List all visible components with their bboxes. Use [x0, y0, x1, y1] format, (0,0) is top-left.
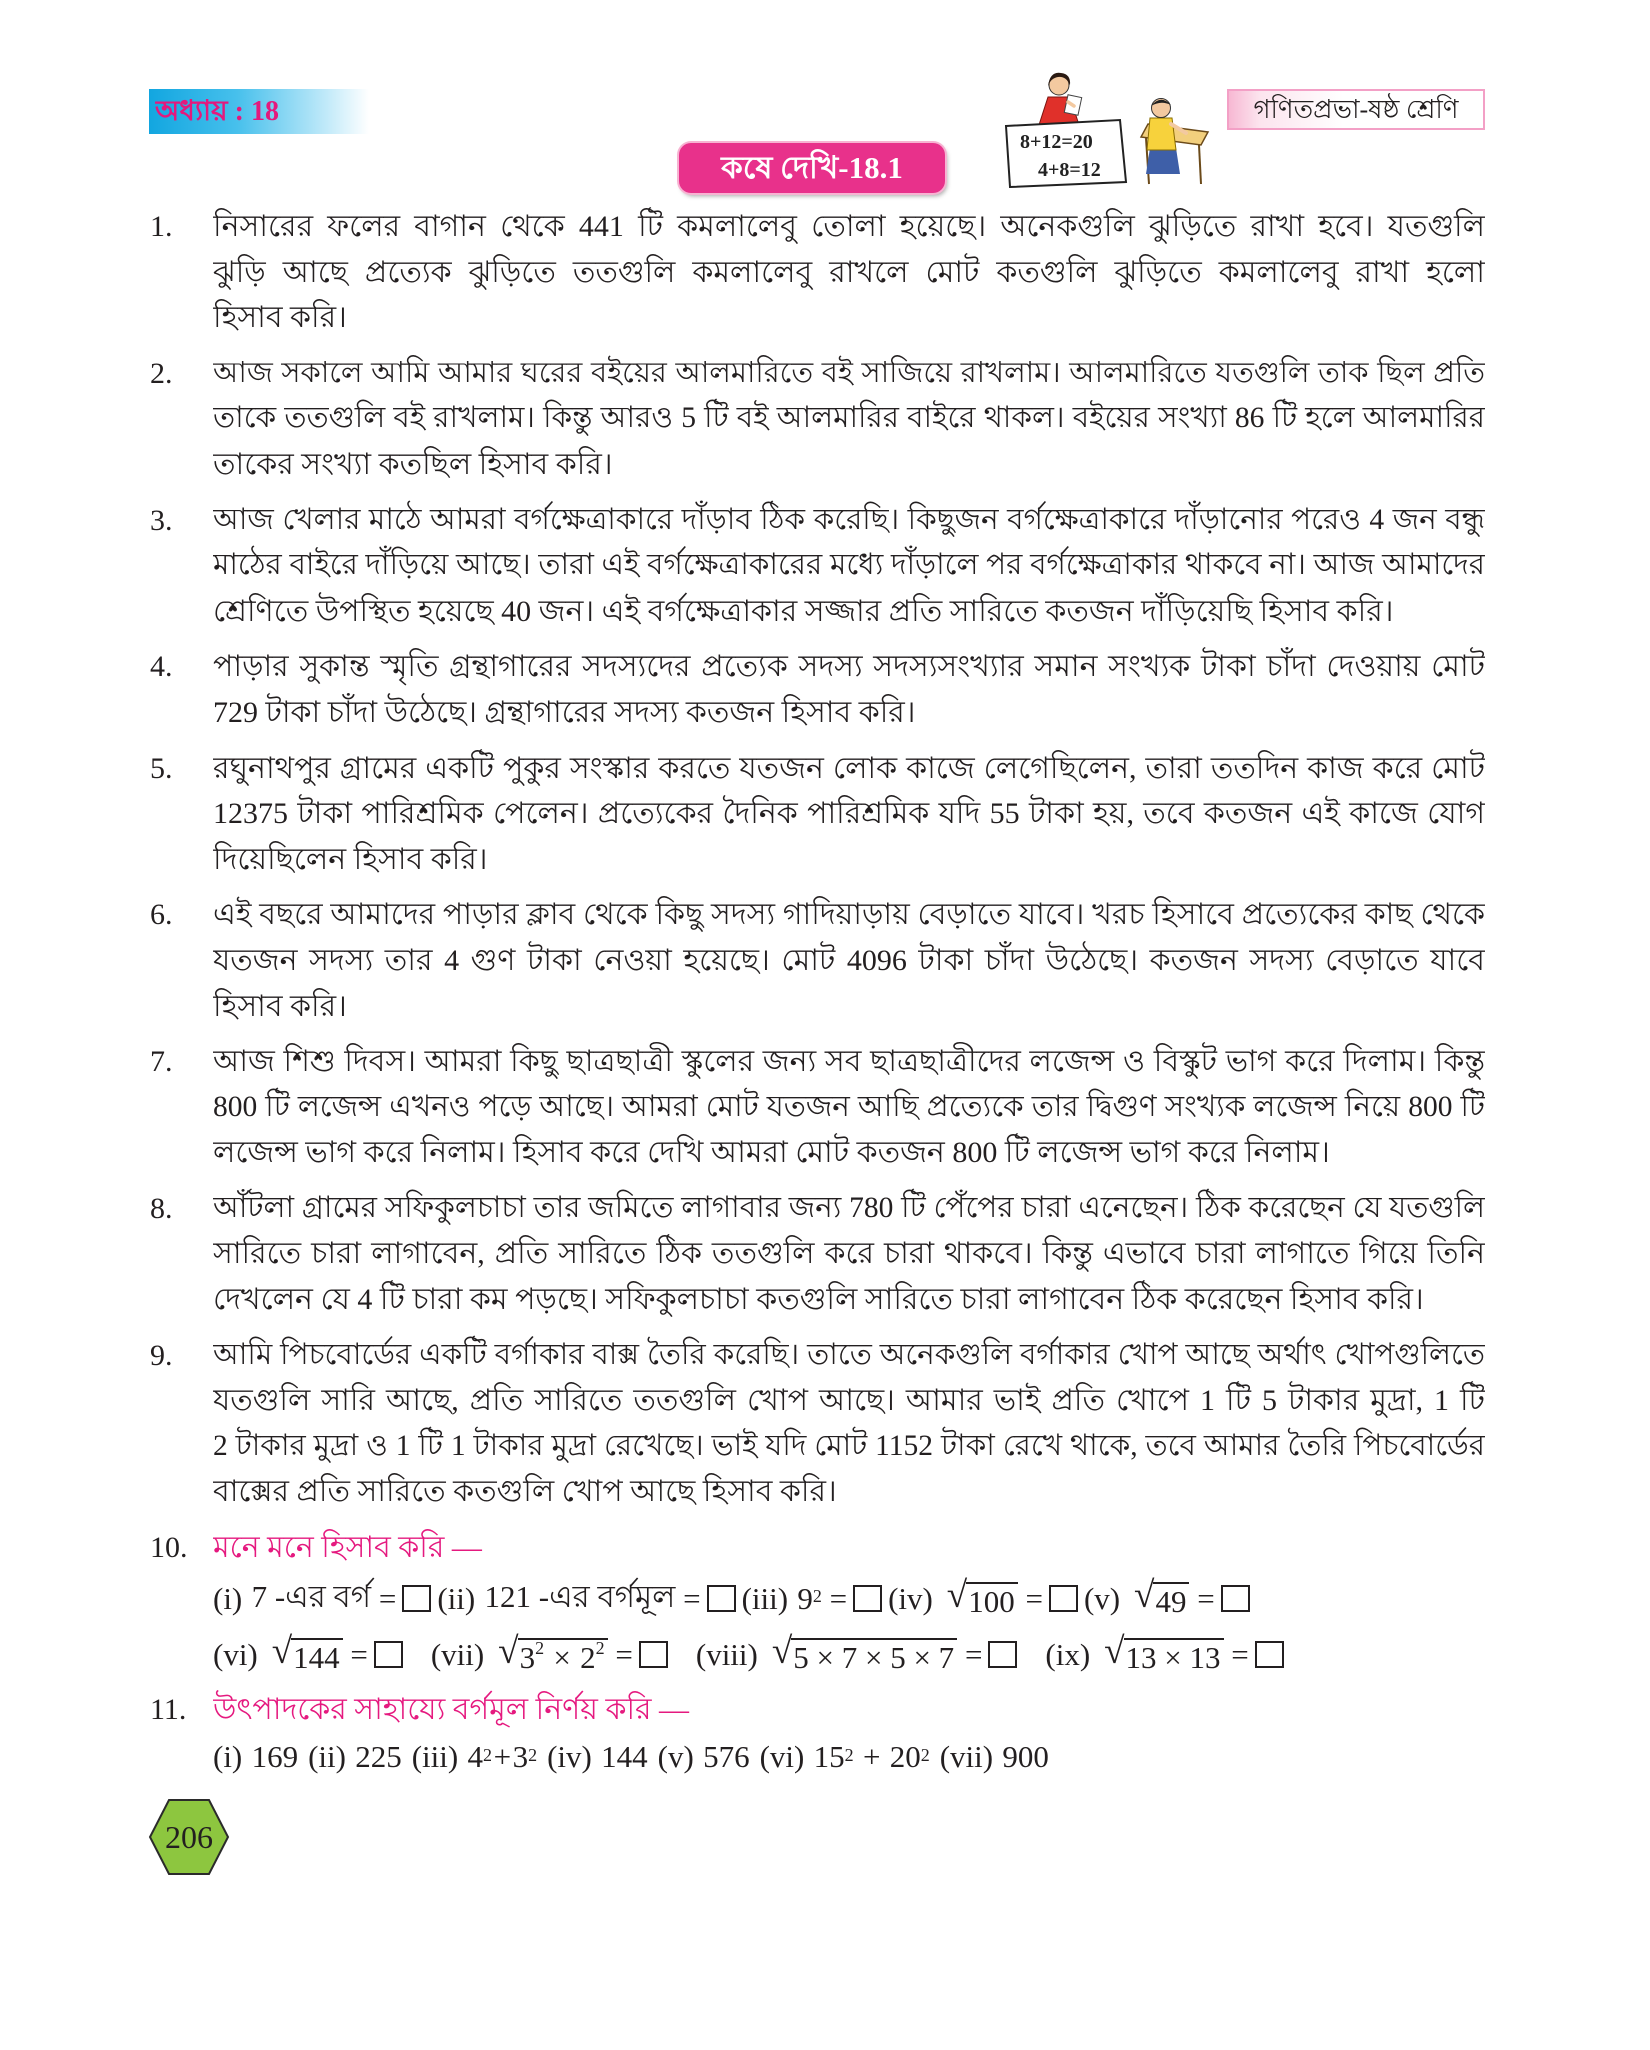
question-line: রঘুনাথপুর গ্রামের একটি পুকুর সংস্কার করতে যতজন লোক কাজে লেগেছিলেন, তারা ততদিন কাজ করে মোট: [213, 751, 1485, 785]
power-exponent: 2: [535, 1637, 545, 1658]
equals-sign: =: [964, 1636, 983, 1672]
question-11: [150, 1687, 1485, 1783]
part-i: [213, 1573, 431, 1625]
question-line: যতগুলি সারি আছে, প্রতি সারিতে ততগুলি খোপ আছে। আমার ভাই প্রতি খোপে 1 টি 5 টাকার মুদ্রা, 1 টি: [213, 1384, 1485, 1418]
question-5: [150, 746, 1485, 883]
part-label: (viii): [695, 1636, 758, 1672]
question-heading: উৎপাদকের সাহায্যে বর্গমূল নির্ণয় করি —: [213, 1692, 690, 1726]
part-vii: [940, 1739, 1049, 1775]
part-vi: [213, 1630, 403, 1675]
part-value: 225: [355, 1739, 402, 1775]
question-number: 8.: [150, 1191, 173, 1225]
part-v: [1083, 1574, 1250, 1619]
question-4: [150, 644, 1485, 735]
question-text: [213, 204, 1485, 341]
part-label: (v): [1083, 1580, 1121, 1616]
plus-sign: +: [493, 1739, 512, 1775]
question-number: 4.: [150, 650, 173, 684]
answer-box: [853, 1585, 882, 1612]
part-label: (iv): [888, 1580, 933, 1616]
part-label: (iii): [741, 1580, 789, 1616]
power-exponent: 2: [595, 1637, 605, 1658]
radicand: 144: [291, 1638, 343, 1675]
part-iii: (iii) 9 $^2$ =: [742, 1581, 883, 1617]
part-label: (iv): [547, 1739, 592, 1775]
question-text: [213, 351, 1485, 488]
question-1: [150, 204, 1485, 341]
square-root: [1134, 1574, 1189, 1619]
part-iv: [547, 1739, 648, 1775]
part-label: (i): [213, 1580, 243, 1616]
question-line: বাক্সের প্রতি সারিতে কতগুলি খোপ আছে হিসাব করি।: [213, 1475, 837, 1509]
plus-sign: +: [862, 1739, 881, 1775]
part-label: (ix): [1045, 1636, 1091, 1672]
question-line: 729 টাকা চাঁদা উঠেছে। গ্রন্থাগারের সদস্য কতজন হিসাব করি।: [213, 695, 916, 729]
question-line: ঝুড়ি আছে প্রত্যেক ঝুড়িতে ততগুলি কমলালেবু রাখলে মোট কতগুলি ঝুড়িতে কমলালেবু রাখা হলো: [213, 255, 1485, 289]
question-number: 9.: [150, 1338, 173, 1372]
radical-sign: √: [1134, 1574, 1155, 1616]
question-line: আঁটলা গ্রামের সফিকুলচাচা তার জমিতে লাগাবার জন্য 780 টি পেঁপের চারা এনেছেন। ঠিক করেছেন যে যতগুলি: [213, 1191, 1485, 1224]
part-iv: [888, 1574, 1078, 1619]
power-base: 9: [797, 1580, 813, 1616]
part-label: (vi): [213, 1636, 258, 1672]
book-title: গণিতপ্রভা-ষষ্ঠ শ্রেণি: [1227, 89, 1485, 130]
question-number: 2.: [150, 356, 173, 390]
square-root: [271, 1630, 343, 1675]
question-number: 10.: [150, 1531, 188, 1565]
question-9: [150, 1333, 1485, 1515]
answer-box: [988, 1641, 1017, 1668]
part-ix: [1045, 1630, 1283, 1675]
question-line: মাঠের বাইরে দাঁড়িয়ে আছে। তারা এই বর্গক্ষেত্রাকারের মধ্যে দাঁড়ালে পর বর্গক্ষেত্রাকার থাকবে না। আজ আমাদের: [213, 549, 1485, 582]
question-line: আজ সকালে আমি আমার ঘরের বইয়ের আলমারিতে বই সাজিয়ে রাখলাম। আলমারিতে যতগুলি তাক ছিল প্রতি: [213, 356, 1485, 389]
question-line: 2 টাকার মুদ্রা ও 1 টি 1 টাকার মুদ্রা রেখেছে। ভাই যদি মোট 1152 টাকা রেখে থাকে, তবে আমার তৈরি পিচবোর্ডের: [213, 1429, 1485, 1462]
equals-sign: =: [1025, 1580, 1043, 1616]
answer-box: [639, 1641, 668, 1668]
power-base: 15: [813, 1739, 845, 1775]
square-root: [946, 1574, 1018, 1619]
times-sign: ×: [553, 1639, 571, 1675]
equals-sign: =: [1197, 1580, 1215, 1616]
question-line: লজেন্স ভাগ করে নিলাম। হিসাব করে দেখি আমরা মোট কতজন 800 টি লজেন্স ভাগ করে নিলাম।: [213, 1136, 1330, 1170]
equals-sign: =: [683, 1580, 701, 1616]
mental-math-row-2: [213, 1627, 1485, 1683]
part-value: 144: [601, 1739, 648, 1775]
radicand: 5 × 7 × 5 × 7: [791, 1638, 957, 1675]
part-ii: [437, 1573, 735, 1625]
question-number: 5.: [150, 751, 173, 785]
part-label: (iii): [411, 1739, 459, 1775]
question-text: [213, 892, 1485, 1029]
question-text: [213, 1333, 1485, 1515]
part-label: (ii): [437, 1580, 476, 1616]
question-line: দিয়েছিলেন হিসাব করি।: [213, 842, 488, 876]
part-iii: (iii) 4 $^2$ + 3 $^2$: [411, 1739, 538, 1775]
question-line: সারিতে চারা লাগাবেন, প্রতি সারিতে ঠিক ততগুলি করে চারা থাকবে। কিন্তু এভাবে চারা লাগাতে গিয়ে তিনি: [213, 1237, 1485, 1271]
question-line: তাকে ততগুলি বই রাখলাম। কিন্তু আরও 5 টি বই আলমারির বাইরে থাকল। বইয়ের সংখ্যা 86 টি হলে আলমারির: [213, 402, 1485, 435]
question-line: দেখলেন যে 4 টি চারা কম পড়ছে। সফিকুলচাচা কতগুলি সারিতে চারা লাগাবেন ঠিক করেছেন হিসাব করি।: [213, 1283, 1424, 1317]
radical-sign: √: [271, 1630, 293, 1672]
part-label: (vi): [759, 1739, 805, 1775]
part-expression: 121 -এর বর্গমূল: [484, 1578, 676, 1614]
radicand: 13 × 13: [1124, 1638, 1224, 1675]
question-number: 6.: [150, 898, 173, 932]
exercise-title: কষে দেখি-18.1: [679, 143, 945, 193]
question-line: হিসাব করি।: [213, 989, 347, 1023]
equals-sign: =: [350, 1636, 368, 1672]
question-3: [150, 498, 1485, 635]
question-6: [150, 892, 1485, 1029]
question-8: [150, 1186, 1485, 1323]
question-line: পাড়ার সুকান্ত স্মৃতি গ্রন্থাগারের সদস্যদের প্রত্যেক সদস্য সদস্যসংখ্যার সমান সংখ্যক টাকা চাঁদা দেওয়ায় মোট: [213, 650, 1485, 684]
question-number: 11.: [150, 1692, 187, 1726]
question-7: [150, 1039, 1485, 1176]
question-2: [150, 351, 1485, 488]
square-root-factor-row: [213, 1732, 1485, 1782]
part-v: [658, 1739, 750, 1775]
part-value: 169: [251, 1739, 299, 1775]
question-text: [213, 498, 1485, 635]
part-label: (v): [657, 1739, 694, 1775]
part-label: (vii): [939, 1739, 994, 1775]
part-label: (vii): [430, 1636, 485, 1672]
page-number-badge: [148, 1798, 230, 1876]
illustration-children-board: [1000, 70, 1210, 188]
question-line: 800 টি লজেন্স এখনও পড়ে আছে। আমরা মোট যতজন আছি প্রত্যেকে তার দ্বিগুণ সংখ্যক লজেন্স নিয়ে 800 টি: [213, 1090, 1485, 1123]
power-base: 20: [889, 1739, 921, 1775]
question-line: হিসাব করি।: [213, 301, 347, 335]
board: [1006, 120, 1126, 187]
answer-box: [1049, 1585, 1078, 1612]
equals-sign: =: [1231, 1636, 1249, 1672]
question-line: তাকের সংখ্যা কতছিল হিসাব করি।: [213, 447, 613, 481]
board-text-line-1: 8+12=20: [1020, 131, 1093, 153]
question-line: এই বছরে আমাদের পাড়ার ক্লাব থেকে কিছু সদস্য গাদিয়াড়ায় বেড়াতে যাবে। খরচ হিসাবে প্রত্যেকের কাছ থেকে: [213, 898, 1485, 932]
page-number: 206: [165, 1819, 213, 1855]
exercise-content: [150, 204, 1485, 1792]
chapter-tab: [149, 89, 369, 134]
square-root: [1104, 1630, 1223, 1675]
part-vii: [430, 1630, 668, 1675]
radicand: [518, 1638, 608, 1675]
square-root: [771, 1630, 957, 1675]
answer-box: [707, 1585, 736, 1612]
question-line: শ্রেণিতে উপস্থিত হয়েছে 40 জন। এই বর্গক্ষেত্রাকার সজ্জার প্রতি সারিতে কতজন দাঁড়িয়েছি হিসাব করি।: [213, 594, 1394, 628]
question-line: আজ খেলার মাঠে আমরা বর্গক্ষেত্রাকারে দাঁড়াব ঠিক করেছি। কিছুজন বর্গক্ষেত্রাকারে দাঁড়ানোর পরেও 4 জন বন্ধু: [213, 503, 1485, 536]
answer-box: [1221, 1585, 1250, 1612]
question-text: [213, 1525, 1485, 1683]
equals-sign: =: [615, 1636, 633, 1672]
square-root: [498, 1630, 607, 1675]
question-line: আমি পিচবোর্ডের একটি বর্গাকার বাক্স তৈরি করেছি। তাতে অনেকগুলি বর্গাকার খোপ আছে অর্থাৎ খোপগুলিতে: [213, 1338, 1485, 1371]
question-line: নিসারের ফলের বাগান থেকে 441 টি কমলালেবু তোলা হয়েছে। অনেকগুলি ঝুড়িতে রাখা হবে। যতগুলি: [213, 210, 1485, 243]
power-base: 3: [512, 1739, 529, 1775]
power-base: 2: [580, 1639, 596, 1675]
board-text-line-2: 4+8=12: [1038, 159, 1101, 181]
power-base: 4: [467, 1739, 484, 1775]
chapter-label: অধ্যায় : 18: [155, 96, 280, 127]
radicand: 100: [966, 1582, 1018, 1619]
mental-math-row-1: [213, 1571, 1485, 1627]
part-label: (ii): [308, 1739, 346, 1775]
radicand: 49: [1153, 1582, 1189, 1619]
radical-sign: √: [498, 1630, 519, 1672]
question-number: 3.: [150, 503, 173, 537]
part-label: (i): [213, 1739, 243, 1775]
question-line: যতজন সদস্য তার 4 গুণ টাকা নেওয়া হয়েছে। মোট 4096 টাকা চাঁদা উঠেছে। কতজন সদস্য বেড়াতে যাবে: [213, 943, 1485, 977]
power-base: 3: [519, 1639, 536, 1675]
part-viii: [695, 1630, 1018, 1675]
question-line: 12375 টাকা পারিশ্রমিক পেলেন। প্রত্যেকের দৈনিক পারিশ্রমিক যদি 55 টাকা হয়, তবে কতজন এই কাজে যোগ: [213, 797, 1485, 831]
question-text: [213, 1687, 1485, 1783]
question-10: [150, 1525, 1485, 1683]
part-value: 576: [703, 1739, 750, 1775]
radical-sign: √: [771, 1630, 793, 1672]
radical-sign: √: [946, 1574, 968, 1616]
girl-figure: [1038, 73, 1082, 128]
part-expression: 7 -এর বর্গ: [251, 1578, 372, 1614]
question-text: [213, 1186, 1485, 1323]
question-heading: মনে মনে হিসাব করি —: [213, 1531, 482, 1565]
equals-sign: =: [829, 1580, 848, 1616]
question-number: 7.: [150, 1045, 173, 1079]
question-text: [213, 644, 1485, 735]
question-line: আজ শিশু দিবস। আমরা কিছু ছাত্রছাত্রী স্কুলের জন্য সব ছাত্রছাত্রীদের লজেন্স ও বিস্কুট ভাগ করে দিলাম। কিন্তু: [213, 1045, 1485, 1079]
question-text: [213, 746, 1485, 883]
answer-box: [374, 1641, 403, 1668]
question-text: [213, 1039, 1485, 1176]
answer-box: [402, 1585, 431, 1612]
answer-box: [1255, 1641, 1284, 1668]
part-value: 900: [1002, 1739, 1049, 1775]
part-ii: [308, 1739, 402, 1775]
part-vi: (vi) 15 $^2$ + 20 $^2$: [759, 1739, 930, 1775]
question-number: 1.: [150, 210, 173, 243]
radical-sign: √: [1104, 1630, 1125, 1672]
equals-sign: =: [378, 1580, 397, 1616]
part-i: [213, 1739, 298, 1775]
